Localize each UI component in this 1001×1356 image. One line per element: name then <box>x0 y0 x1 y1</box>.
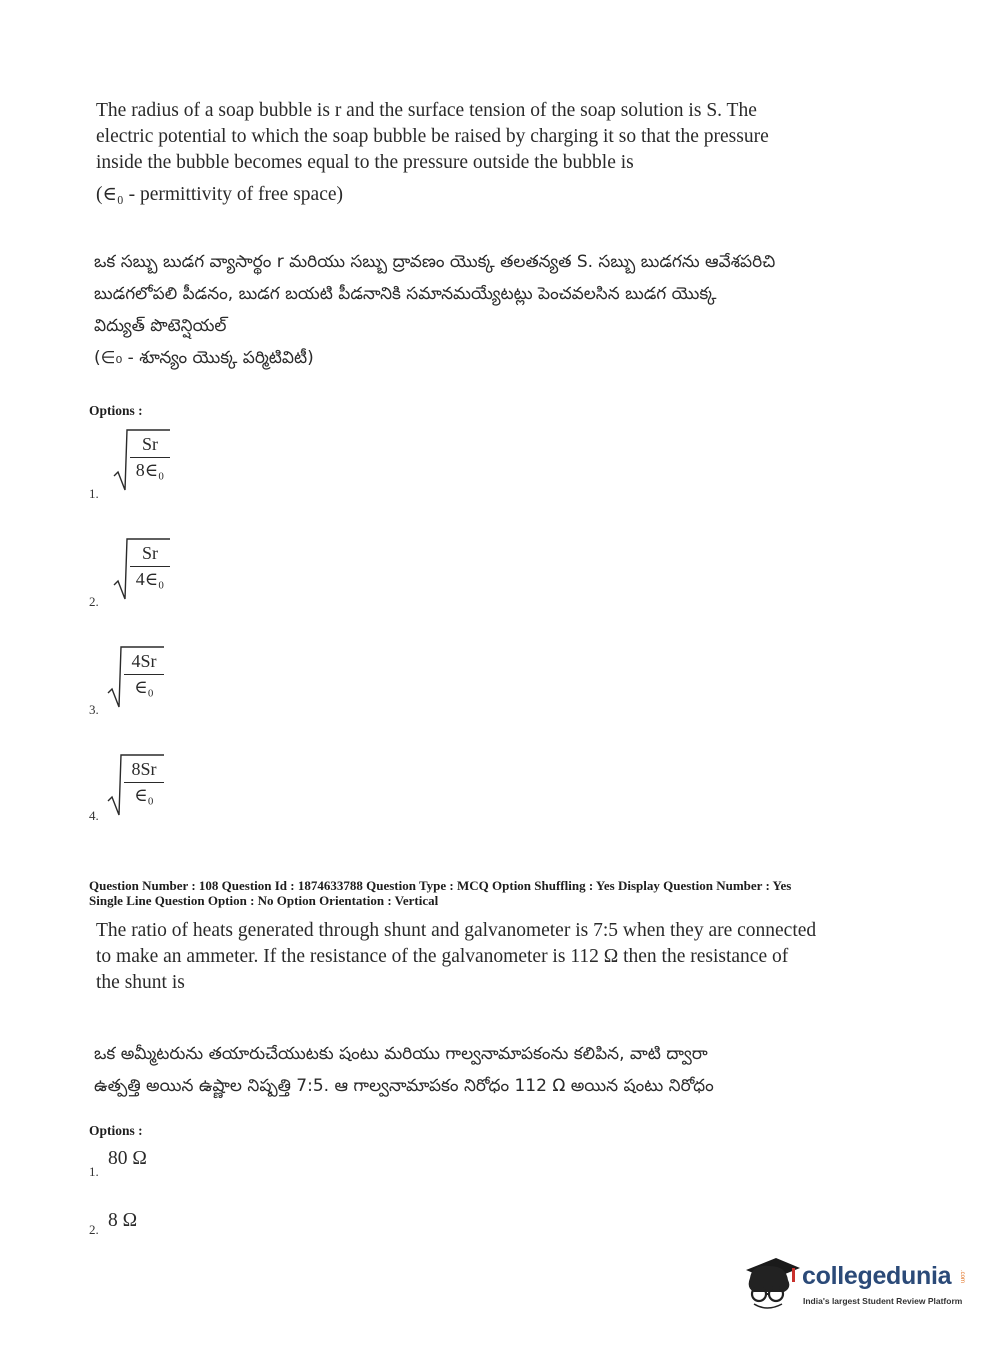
q107-option-3-number: 3. <box>89 702 99 717</box>
q107-english-text <box>96 98 896 208</box>
q107-option-2-fraction <box>130 543 170 590</box>
q108-options-label: Options : <box>89 1123 143 1138</box>
q108-meta-line-1: Question Number : 108 Question Id : 1874633788 Question Type : MCQ Option Shuffling : Yes Display Question Number : Yes <box>89 878 792 893</box>
q107-telugu-line-3: విద్యుత్ పొటెన్షియల్ <box>94 316 227 336</box>
q107-option-4-radical[interactable] <box>106 753 166 819</box>
q107-option-3-radical[interactable] <box>106 645 166 711</box>
q108-english-line-3: the shunt is <box>96 972 185 993</box>
collegedunia-logo[interactable] <box>740 1248 970 1314</box>
q107-option-1-numerator: Sr <box>130 434 170 458</box>
student-mascot-icon <box>740 1250 802 1312</box>
q108-english-line-2: to make an ammeter. If the resistance of the galvanometer is 112 Ω then the resistance of <box>96 946 789 967</box>
logo-tagline: India's largest Student Review Platform <box>803 1296 963 1306</box>
q107-option-4-fraction <box>124 759 164 806</box>
q107-option-2-numerator: Sr <box>130 543 170 567</box>
q107-option-1-number: 1. <box>89 486 99 501</box>
q107-telugu-text <box>94 246 894 374</box>
q108-telugu-text <box>94 1038 894 1102</box>
q107-option-4-numerator: 8Sr <box>124 759 164 783</box>
q107-option-3-denominator: ∈₀ <box>134 677 154 697</box>
q107-telugu-line-1: ఒక సబ్బు బుడగ వ్యాసార్థం r మరియు సబ్బు ద్రావణం యొక్క తలతన్యత S. సబ్బు బుడగను ఆవేశపరిచి <box>94 252 776 272</box>
q107-options-label: Options : <box>89 403 143 418</box>
logo-name: collegedunia <box>802 1262 952 1290</box>
q107-option-3-fraction <box>124 651 164 698</box>
q107-option-2-radical[interactable] <box>112 537 172 603</box>
q107-english-line-4: (∈₀ - permittivity of free space) <box>96 184 344 205</box>
q107-telugu-line-2: బుడగలోపలి పీడనం, బుడగ బయటి పీడనానికి సమానమయ్యేటట్లు పెంచవలసిన బుడగ యొక్క <box>94 284 717 304</box>
q107-option-2-number: 2. <box>89 594 99 609</box>
q107-option-3-numerator: 4Sr <box>124 651 164 675</box>
q108-option-2-number: 2. <box>89 1222 99 1237</box>
q107-telugu-line-4: (∈₀ - శూన్యం యొక్క పర్మిటివిటీ) <box>94 348 314 368</box>
q107-option-4-denominator: ∈₀ <box>134 785 154 805</box>
q107-option-1-denominator: 8∈₀ <box>135 460 165 480</box>
logo-dotcom: .com <box>959 1270 965 1284</box>
q108-option-1-text[interactable]: 80 Ω <box>108 1148 147 1169</box>
q107-english-line-2: electric potential to which the soap bubble be raised by charging it so that the pressure <box>96 126 769 147</box>
q108-meta-info <box>89 878 969 908</box>
q107-option-1-radical[interactable] <box>112 428 172 494</box>
q107-option-4-number: 4. <box>89 808 99 823</box>
q108-telugu-line-1: ఒక అమ్మీటరును తయారుచేయుటకు షంటు మరియు గాల్వనామాపకంను కలిపిన, వాటి ద్వారా <box>94 1044 708 1064</box>
q108-english-text <box>96 918 896 996</box>
q108-english-line-1: The ratio of heats generated through shunt and galvanometer is 7:5 when they are connected <box>96 920 817 941</box>
q107-english-line-1: The radius of a soap bubble is r and the surface tension of the soap solution is S. The <box>96 100 757 121</box>
q108-option-2-text[interactable]: 8 Ω <box>108 1210 138 1231</box>
q107-option-1-fraction <box>130 434 170 481</box>
q108-telugu-line-2: ఉత్పత్తి అయిన ఉష్ణాల నిష్పత్తి 7:5. ఆ గాల్వనామాపకం నిరోధం 112 Ω అయిన షంటు నిరోధం <box>94 1076 714 1096</box>
q107-option-2-denominator: 4∈₀ <box>135 569 165 589</box>
q108-meta-line-2: Single Line Question Option : No Option Orientation : Vertical <box>89 893 439 908</box>
q107-english-line-3: inside the bubble becomes equal to the pressure outside the bubble is <box>96 152 634 173</box>
q108-option-1-number: 1. <box>89 1164 99 1179</box>
